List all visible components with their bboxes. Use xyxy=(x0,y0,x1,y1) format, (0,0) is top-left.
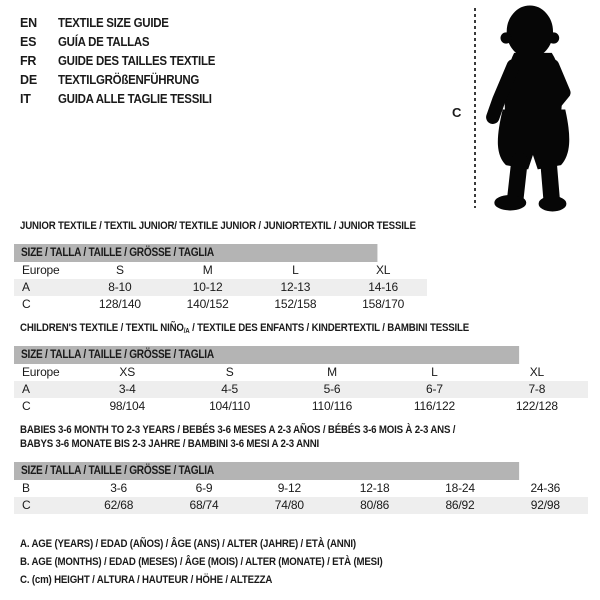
language-code: IT xyxy=(20,92,31,106)
language-label: GUIDE DES TAILLES TEXTILE xyxy=(58,54,216,68)
language-guide-list xyxy=(20,14,229,109)
size-cell: 3-6 xyxy=(110,481,128,495)
size-cell: M xyxy=(327,365,337,379)
language-row xyxy=(20,71,229,90)
language-label: GUIDA ALLE TAGLIE TESSILI xyxy=(58,92,212,106)
size-cell: 86/92 xyxy=(445,498,475,512)
size-cell: 158/170 xyxy=(362,297,405,311)
size-cell: 14-16 xyxy=(368,280,398,294)
size-cell: 4-5 xyxy=(221,382,238,396)
size-cell: 12-18 xyxy=(359,481,390,495)
size-cell: S xyxy=(225,365,234,379)
figure-label-c: C xyxy=(452,105,462,120)
table-title xyxy=(20,321,520,335)
baby-silhouette xyxy=(483,4,587,212)
size-cell: 122/128 xyxy=(515,399,558,413)
table-title-text: BABIES 3-6 MONTH TO 2-3 YEARS / BEBÉS 3-6 MESES A 2-3 AÑOS / BÉBÉS 3-6 MOIS À 2-3 ANS / xyxy=(20,424,456,436)
row-label: C xyxy=(22,399,31,413)
row-label: Europe xyxy=(22,263,60,277)
table-row xyxy=(14,296,427,313)
table-row xyxy=(14,480,588,497)
row-label: Europe xyxy=(22,365,60,379)
size-cell: 24-36 xyxy=(530,481,561,495)
size-cell: 10-12 xyxy=(192,280,223,294)
table-title xyxy=(20,423,520,437)
language-label: TEXTILE SIZE GUIDE xyxy=(58,16,169,30)
table-header-bar: SIZE / TALLA / TAILLE / GRÖSSE / TAGLIA xyxy=(14,346,519,364)
table-row xyxy=(14,262,427,279)
table-row xyxy=(14,364,588,381)
babies-textile-section xyxy=(14,423,588,514)
row-label: C xyxy=(22,498,31,512)
language-row xyxy=(20,14,229,33)
language-row xyxy=(20,33,229,52)
size-cell: S xyxy=(115,263,124,277)
table-row xyxy=(14,381,588,398)
table-title-text: JUNIOR TEXTILE / TEXTIL JUNIOR/ TEXTILE JUNIOR / JUNIORTEXTIL / JUNIOR TESSILE xyxy=(20,220,416,232)
language-code: DE xyxy=(20,73,37,87)
table-header-bar: SIZE / TALLA / TAILLE / GRÖSSE / TAGLIA xyxy=(14,462,519,480)
size-cell: L xyxy=(292,263,299,277)
size-cell: XL xyxy=(375,263,391,277)
language-row xyxy=(20,90,229,109)
size-cell: 140/152 xyxy=(186,297,229,311)
language-row xyxy=(20,52,229,71)
footnote-line: C. (cm) HEIGHT / ALTURA / HAUTEUR / HÖHE / ALTEZZA xyxy=(20,574,273,586)
size-cell: 18-24 xyxy=(445,481,475,495)
size-cell: 74/80 xyxy=(274,498,304,512)
size-cell: 110/116 xyxy=(311,399,353,413)
table-title-text: /A xyxy=(183,328,190,335)
row-label: A xyxy=(22,280,30,294)
size-cell: 5-6 xyxy=(323,382,341,396)
table-row xyxy=(14,497,588,514)
size-cell: 152/158 xyxy=(274,297,317,311)
table-row xyxy=(14,279,427,296)
footnote-line: B. AGE (MONTHS) / EDAD (MESES) / ÂGE (MOIS) / ALTER (MONATE) / ETÀ (MESI) xyxy=(20,556,383,568)
footnote-line: A. AGE (YEARS) / EDAD (AÑOS) / ÂGE (ANS) / ALTER (JAHRE) / ETÀ (ANNI) xyxy=(20,538,356,550)
table-title-text: / TEXTILE DES ENFANTS / KINDERTEXTIL / BAMBINI TESSILE xyxy=(189,322,470,334)
language-code: EN xyxy=(20,16,37,30)
size-cell: 98/104 xyxy=(109,399,145,413)
size-cell: 6-9 xyxy=(195,481,213,495)
childrens-textile-section xyxy=(14,321,588,415)
table-title xyxy=(20,437,520,451)
size-cell: 116/122 xyxy=(413,399,455,413)
junior-textile-section xyxy=(14,219,427,313)
size-table xyxy=(14,244,427,313)
size-cell: 9-12 xyxy=(277,481,301,495)
language-code: ES xyxy=(20,35,37,49)
size-cell: 3-4 xyxy=(118,382,136,396)
size-cell: 6-7 xyxy=(426,382,443,396)
size-cell: M xyxy=(202,263,213,277)
table-row xyxy=(14,398,588,415)
size-cell: 92/98 xyxy=(530,498,560,512)
footnotes xyxy=(20,535,432,589)
size-cell: 8-10 xyxy=(108,280,132,294)
size-cell: XL xyxy=(529,365,544,379)
size-cell: 12-13 xyxy=(280,280,311,294)
row-label: A xyxy=(22,382,30,396)
table-title-text: CHILDREN'S TEXTILE / TEXTIL NIÑO xyxy=(20,322,184,334)
height-dashed-line xyxy=(474,8,476,208)
size-cell: 104/110 xyxy=(209,399,251,413)
language-label: GUÍA DE TALLAS xyxy=(58,35,150,49)
language-label: TEXTILGRÖßENFÜHRUNG xyxy=(58,73,200,87)
size-cell: 7-8 xyxy=(528,382,546,396)
size-table xyxy=(14,462,588,514)
row-label: C xyxy=(22,297,31,311)
table-header-bar: SIZE / TALLA / TAILLE / GRÖSSE / TAGLIA xyxy=(14,244,377,262)
size-table xyxy=(14,346,588,415)
row-label: B xyxy=(22,481,30,495)
size-cell: 62/68 xyxy=(104,498,134,512)
language-code: FR xyxy=(20,54,37,68)
size-cell: 80/86 xyxy=(360,498,390,512)
size-cell: 128/140 xyxy=(98,297,141,311)
size-cell: L xyxy=(431,365,438,379)
table-title xyxy=(20,219,416,233)
size-cell: 68/74 xyxy=(189,498,219,512)
size-cell: XS xyxy=(119,365,135,379)
table-title-text: BABYS 3-6 MONATE BIS 2-3 JAHRE / BAMBINI 3-6 MESI A 2-3 ANNI xyxy=(20,438,320,450)
